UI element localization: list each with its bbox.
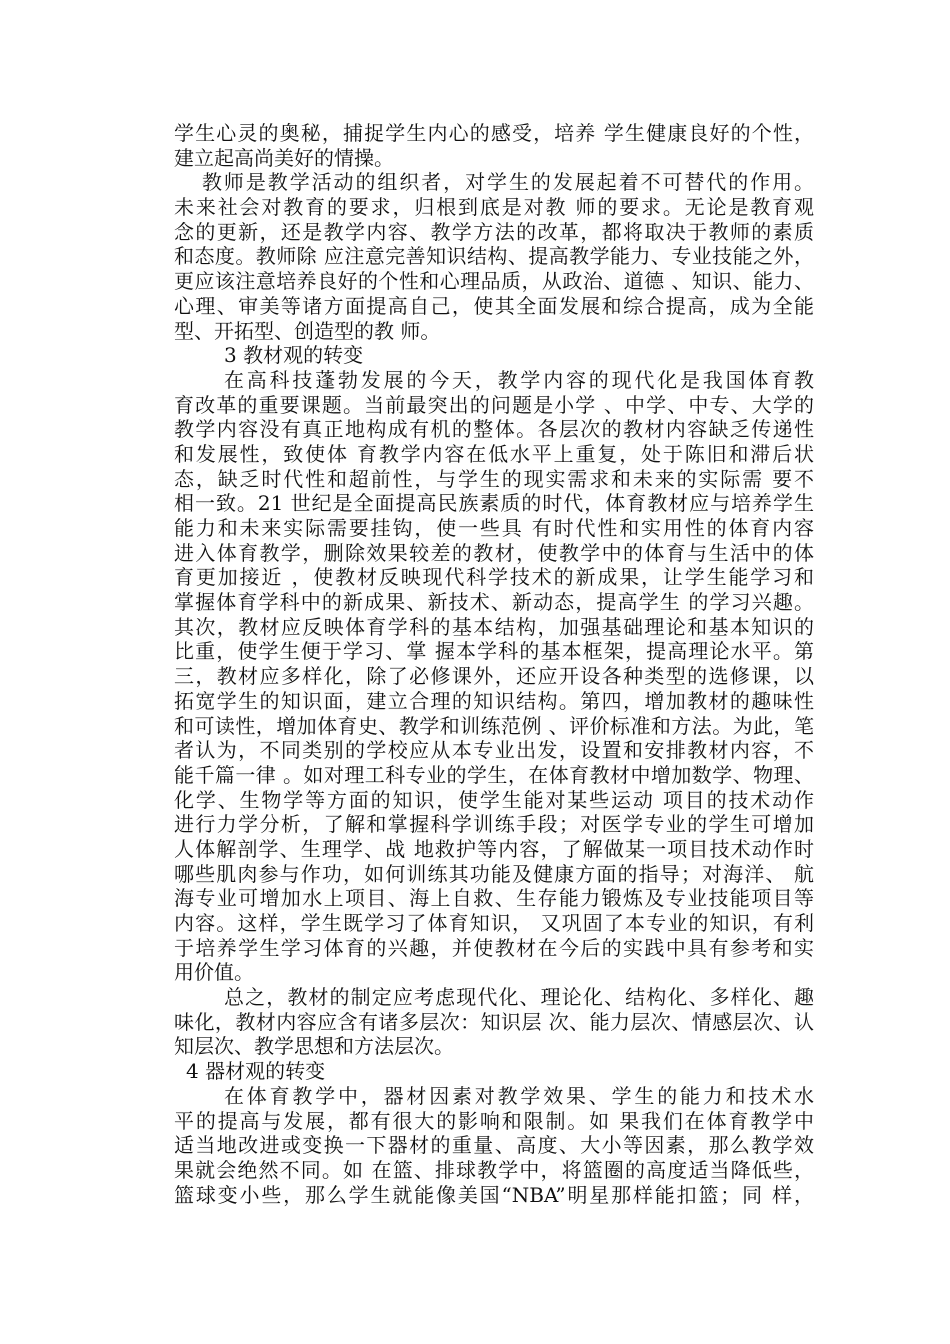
text-line: 于培养学生学习体育的兴趣，并使教材在今后的实践中具有参考和实: [174, 935, 814, 960]
text-line: 态，缺乏时代性和超前性，与学生的现实需求和未来的实际需 要不: [174, 466, 814, 491]
text-line: 和态度。教师除 应注意完善知识结构、提高教学能力、专业技能之外，: [174, 244, 814, 269]
text-line: 海专业可增加水上项目、海上自救、生存能力锻炼及专业技能项目等: [174, 886, 814, 911]
text-line: 人体解剖学、生理学、战 地救护等内容，了解做某一项目技术动作时: [174, 836, 814, 861]
text-line: 味化，教材内容应含有诸多层次：知识层 次、能力层次、情感层次、认: [174, 1009, 814, 1034]
text-line: 教学内容没有真正地构成有机的整体。各层次的教材内容缺乏传递性: [174, 417, 814, 442]
text-line: 未来社会对教育的要求，归根到底是对教 师的要求。无论是教育观: [174, 195, 814, 220]
text-line: 心理、审美等诸方面提高自己，使其全面发展和综合提高，成为全能: [174, 293, 814, 318]
paragraph-start-line: 在体育教学中，器材因素对教学效果、学生的能力和技术水: [224, 1083, 814, 1108]
text-line: 建立起高尚美好的情操。: [174, 145, 394, 170]
text-line: 掌握体育学科中的新成果、新技术、新动态，提高学生 的学习兴趣。: [174, 590, 814, 615]
text-line: 篮球变小些，那么学生就能像美国“NBA”明星那样能扣篮；同 样，: [174, 1182, 814, 1207]
text-line: 能千篇一律 。如对理工科专业的学生，在体育教材中增加数学、物理、: [174, 762, 814, 787]
text-line: 化学、生物学等方面的知识，使学生能对某些运动 项目的技术动作: [174, 787, 814, 812]
text-line: 进行力学分析，了解和掌握科学训练手段；对医学专业的学生可增加: [174, 812, 814, 837]
section-heading: 3 教材观的转变: [224, 343, 364, 368]
text-line: 其次，教材应反映体育学科的基本结构，加强基础理论和基本知识的: [174, 614, 814, 639]
text-line: 学生心灵的奥秘，捕捉学生内心的感受，培养 学生健康良好的个性，: [174, 121, 814, 145]
section-heading: 4 器材观的转变: [186, 1059, 326, 1084]
text-line: 者认为，不同类别的学校应从本专业出发，设置和安排教材内容，不: [174, 738, 814, 763]
text-line: 更应该注意培养良好的个性和心理品质，从政治、道德 、知识、能力、: [174, 269, 814, 294]
text-line: 念的更新，还是教学内容、教学方法的改革，都将取决于教师的素质: [174, 219, 814, 244]
text-line: 和发展性，致使体 育教学内容在低水平上重复，处于陈旧和滞后状: [174, 441, 814, 466]
text-line: 育改革的重要课题。当前最突出的问题是小学 、中学、中专、大学的: [174, 392, 814, 417]
text-line: 平的提高与发展，都有很大的影响和限制。如 果我们在体育教学中: [174, 1108, 814, 1133]
text-line: 适当地改进或变换一下器材的重量、高度、大小等因素，那么教学效: [174, 1133, 814, 1158]
text-line: 和可读性，增加体育史、教学和训练范例 、评价标准和方法。为此，笔: [174, 713, 814, 738]
body-text: [174, 121, 814, 1207]
text-line: 进入体育教学，删除效果较差的教材，使教学中的体育与生活中的体: [174, 540, 814, 565]
text-line: 哪些肌肉参与作功，如何训练其功能及健康方面的指导；对海洋、 航: [174, 861, 814, 886]
text-line: 能力和未来实际需要挂钩，使一些具 有时代性和实用性的体育内容: [174, 516, 814, 540]
text-line: 相一致。21 世纪是全面提高民族素质的时代，体育教材应与培养学生: [174, 491, 814, 516]
text-line: 型、开拓型、创造型的教 师。: [174, 318, 441, 343]
text-line: 知层次、教学思想和方法层次。: [174, 1034, 454, 1059]
paragraph-start-line: 在高科技蓬勃发展的今天，教学内容的现代化是我国体育教: [224, 367, 814, 392]
text-line: 内容。这样，学生既学习了体育知识， 又巩固了本专业的知识，有利: [174, 911, 814, 935]
text-line: 比重，使学生便于学习、掌 握本学科的基本框架，提高理论水平。第: [174, 639, 814, 664]
text-line: 果就会绝然不同。如 在篮、排球教学中，将篮圈的高度适当降低些，: [174, 1157, 814, 1182]
text-line: 用价值。: [174, 960, 254, 985]
paragraph-start-line: 总之，教材的制定应考虑现代化、理论化、结构化、多样化、趣: [224, 985, 814, 1010]
text-line: 拓宽学生的知识面，建立合理的知识结构。第四，增加教材的趣味性: [174, 688, 814, 713]
text-line: 育更加接近 ，使教材反映现代科学技术的新成果，让学生能学习和: [174, 565, 814, 590]
text-line: 三，教材应多样化，除了必修课外，还应开设各种类型的选修课，以: [174, 664, 814, 689]
paragraph-start-line: 教师是教学活动的组织者，对学生的发展起着不可替代的作用。: [202, 170, 814, 195]
